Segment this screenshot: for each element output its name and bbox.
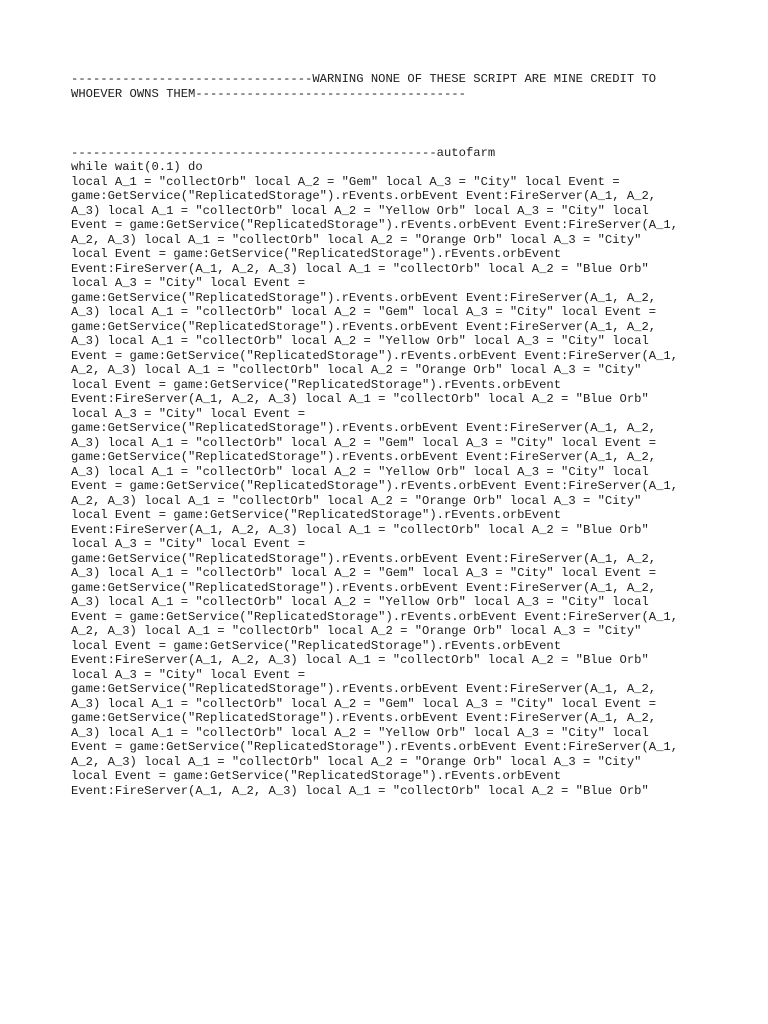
code-line: Event = game:GetService("ReplicatedStorage").rEvents.orbEvent Event:FireServer(A_1, <box>71 609 679 624</box>
code-line: game:GetService("ReplicatedStorage").rEvents.orbEvent Event:FireServer(A_1, A_2, <box>71 580 657 595</box>
code-line: A_3) local A_1 = "collectOrb" local A_2 = "Yellow Orb" local A_3 = "City" local <box>71 203 649 218</box>
code-line: Event = game:GetService("ReplicatedStorage").rEvents.orbEvent Event:FireServer(A_1, <box>71 218 679 232</box>
code-line: A_3) local A_1 = "collectOrb" local A_2 = "Gem" local A_3 = "City" local Event = <box>71 435 657 450</box>
code-line: game:GetService("ReplicatedStorage").rEvents.orbEvent Event:FireServer(A_1, A_2, <box>71 711 657 725</box>
code-line: game:GetService("ReplicatedStorage").rEvents.orbEvent Event:FireServer(A_1, A_2, <box>71 682 657 696</box>
code-line: Event = game:GetService("ReplicatedStorage").rEvents.orbEvent Event:FireServer(A_1, <box>71 348 679 363</box>
warning-header-line: WHOEVER OWNS THEM------------------------------------- <box>71 87 466 101</box>
code-line: Event:FireServer(A_1, A_2, A_3) local A_1 = "collectOrb" local A_2 = "Blue Orb" <box>71 392 649 406</box>
code-line: A_3) local A_1 = "collectOrb" local A_2 = "Gem" local A_3 = "City" local Event = <box>71 305 657 319</box>
code-line: A_2, A_3) local A_1 = "collectOrb" local A_2 = "Orange Orb" local A_3 = "City" <box>71 493 642 508</box>
code-line: local A_3 = "City" local Event = <box>71 276 306 290</box>
code-line: local Event = game:GetService("ReplicatedStorage").rEvents.orbEvent <box>71 377 562 392</box>
code-line: A_3) local A_1 = "collectOrb" local A_2 = "Yellow Orb" local A_3 = "City" local <box>71 725 649 740</box>
code-line: local Event = game:GetService("ReplicatedStorage").rEvents.orbEvent <box>71 247 562 261</box>
code-line: game:GetService("ReplicatedStorage").rEvents.orbEvent Event:FireServer(A_1, A_2, <box>71 551 657 566</box>
code-line: Event:FireServer(A_1, A_2, A_3) local A_1 = "collectOrb" local A_2 = "Blue Orb" <box>71 261 649 276</box>
code-line: A_2, A_3) local A_1 = "collectOrb" local A_2 = "Orange Orb" local A_3 = "City" <box>71 363 642 377</box>
code-line: game:GetService("ReplicatedStorage").rEvents.orbEvent Event:FireServer(A_1, A_2, <box>71 421 657 435</box>
code-line: local A_3 = "City" local Event = <box>71 537 306 551</box>
code-line: A_2, A_3) local A_1 = "collectOrb" local A_2 = "Orange Orb" local A_3 = "City" <box>71 232 642 247</box>
code-line: A_3) local A_1 = "collectOrb" local A_2 = "Yellow Orb" local A_3 = "City" local <box>71 334 649 348</box>
section-heading: --------------------------------------------------autofarm <box>71 146 496 160</box>
code-line: Event:FireServer(A_1, A_2, A_3) local A_1 = "collectOrb" local A_2 = "Blue Orb" <box>71 783 649 798</box>
code-line: A_2, A_3) local A_1 = "collectOrb" local A_2 = "Orange Orb" local A_3 = "City" <box>71 624 642 638</box>
code-line: A_2, A_3) local A_1 = "collectOrb" local A_2 = "Orange Orb" local A_3 = "City" <box>71 754 642 769</box>
code-line: local Event = game:GetService("ReplicatedStorage").rEvents.orbEvent <box>71 508 562 522</box>
warning-header-line: ---------------------------------WARNING NONE OF THESE SCRIPT ARE MINE CREDIT TO <box>71 72 657 86</box>
code-line: game:GetService("ReplicatedStorage").rEvents.orbEvent Event:FireServer(A_1, A_2, <box>71 290 657 305</box>
code-line: Event = game:GetService("ReplicatedStorage").rEvents.orbEvent Event:FireServer(A_1, <box>71 479 679 493</box>
code-line: Event = game:GetService("ReplicatedStorage").rEvents.orbEvent Event:FireServer(A_1, <box>71 740 679 754</box>
code-line: A_3) local A_1 = "collectOrb" local A_2 = "Gem" local A_3 = "City" local Event = <box>71 566 657 580</box>
code-line: A_3) local A_1 = "collectOrb" local A_2 = "Gem" local A_3 = "City" local Event = <box>71 696 657 711</box>
code-line: local A_3 = "City" local Event = <box>71 667 306 682</box>
code-line: A_3) local A_1 = "collectOrb" local A_2 = "Yellow Orb" local A_3 = "City" local <box>71 595 649 609</box>
code-line: while wait(0.1) do <box>71 160 203 174</box>
code-line: Event:FireServer(A_1, A_2, A_3) local A_1 = "collectOrb" local A_2 = "Blue Orb" <box>71 522 649 537</box>
code-line: local A_3 = "City" local Event = <box>71 406 306 421</box>
code-line: A_3) local A_1 = "collectOrb" local A_2 = "Yellow Orb" local A_3 = "City" local <box>71 464 649 479</box>
code-line: local Event = game:GetService("ReplicatedStorage").rEvents.orbEvent <box>71 638 562 653</box>
code-line: local A_1 = "collectOrb" local A_2 = "Gem" local A_3 = "City" local Event = <box>71 174 620 189</box>
code-line: game:GetService("ReplicatedStorage").rEvents.orbEvent Event:FireServer(A_1, A_2, <box>71 189 657 203</box>
code-line: Event:FireServer(A_1, A_2, A_3) local A_1 = "collectOrb" local A_2 = "Blue Orb" <box>71 653 649 667</box>
code-line: local Event = game:GetService("ReplicatedStorage").rEvents.orbEvent <box>71 769 562 783</box>
code-line: game:GetService("ReplicatedStorage").rEvents.orbEvent Event:FireServer(A_1, A_2, <box>71 319 657 334</box>
code-line: game:GetService("ReplicatedStorage").rEvents.orbEvent Event:FireServer(A_1, A_2, <box>71 450 657 464</box>
